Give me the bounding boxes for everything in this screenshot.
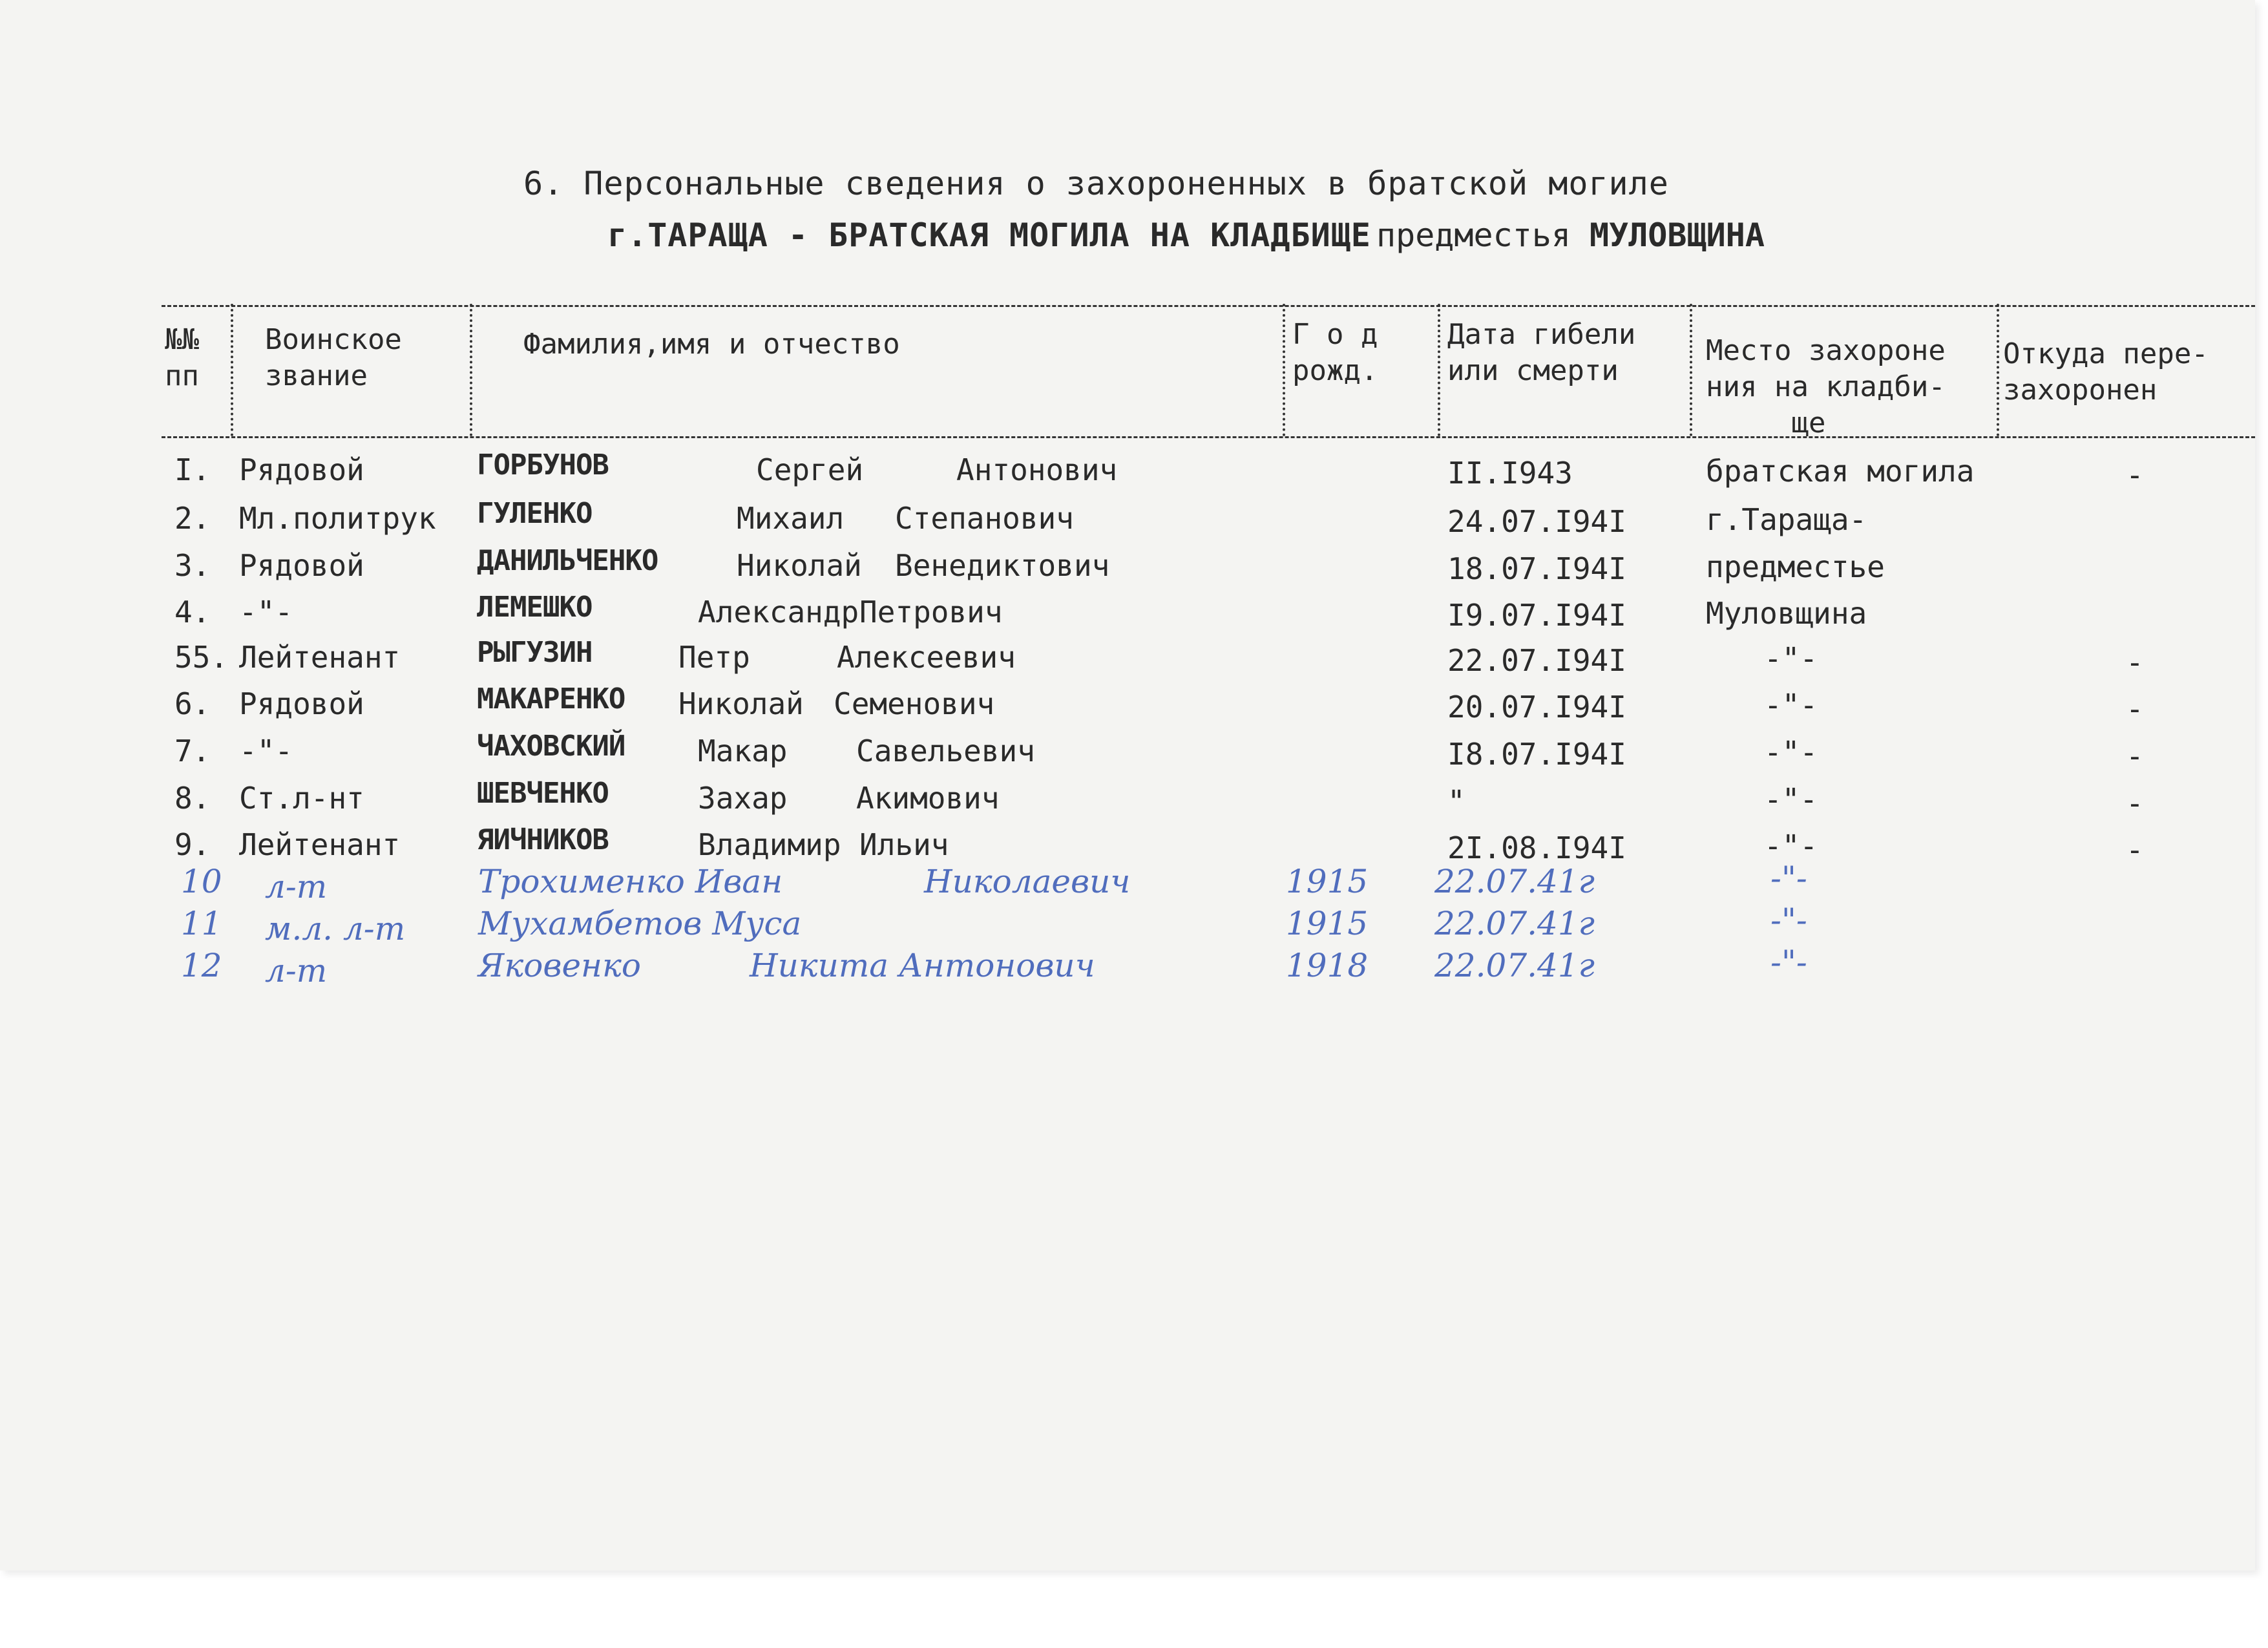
row-reburied-from: - <box>2126 645 2144 680</box>
column-separator <box>470 304 472 436</box>
row-surname: ДАНИЛЬЧЕНКО <box>477 544 658 577</box>
row-reburied-from: - <box>2126 786 2144 821</box>
header-birth-year: Г о д рожд. <box>1292 318 1378 387</box>
row-number: 8. <box>174 781 211 816</box>
row-first-name: Захар <box>698 781 788 816</box>
row-burial-place: -"- <box>1764 782 1818 817</box>
row-first-name: Петр <box>678 640 750 675</box>
row-surname: ЧАХОВСКИЙ <box>477 730 625 763</box>
hw-number: 12 <box>181 947 222 984</box>
hw-death-date: 22.07.41г <box>1434 905 1595 942</box>
subtitle-place: г.ТАРАЩА - БРАТСКАЯ МОГИЛА НА КЛАДБИЩЕ <box>607 217 1371 254</box>
row-first-name: Владимир <box>698 827 841 862</box>
subtitle-locality: МУЛОВЩИНА <box>1590 217 1765 254</box>
row-burial-place: Муловщина <box>1706 596 1867 631</box>
row-death-date: 2I.08.I94I <box>1447 830 1626 865</box>
table-top-rule <box>162 305 2255 307</box>
row-burial-place: -"- <box>1764 735 1818 770</box>
row-patronymic: Антонович <box>956 452 1118 487</box>
row-burial-place: -"- <box>1764 829 1818 863</box>
hw-birth-year: 1915 <box>1286 905 1369 942</box>
row-death-date: I8.07.I94I <box>1447 737 1626 772</box>
row-reburied-from: - <box>2126 692 2144 726</box>
header-burial-place: Место захороне ния на кладби- ще <box>1706 334 1946 439</box>
row-death-date: 22.07.I94I <box>1447 643 1626 678</box>
row-death-date: 24.07.I94I <box>1447 504 1626 539</box>
header-number: №№ пп <box>165 323 199 392</box>
hw-name: Яковенко <box>478 947 641 984</box>
row-first-name: Макар <box>698 734 788 768</box>
hw-patronymic: Никита Антонович <box>750 947 1095 984</box>
row-burial-place: предместье <box>1706 549 1885 584</box>
header-name: Фамилия,имя и отчество <box>523 328 900 361</box>
hw-birth-year: 1915 <box>1286 863 1369 900</box>
row-death-date: " <box>1447 784 1465 819</box>
hw-number: 11 <box>181 905 222 942</box>
row-first-name: Николай <box>737 548 862 583</box>
header-rank: Воинское звание <box>265 323 402 392</box>
header-death-date: Дата гибели или смерти <box>1447 318 1636 387</box>
row-number: 4. <box>174 595 211 629</box>
row-first-name: Сергей <box>756 452 864 487</box>
hw-burial-place: -"- <box>1770 902 1807 939</box>
row-patronymic: Ильич <box>859 827 949 862</box>
row-surname: ЛЕМЕШКО <box>477 591 593 624</box>
column-separator <box>1438 304 1440 436</box>
row-death-date: 20.07.I94I <box>1447 690 1626 724</box>
row-burial-place: -"- <box>1764 641 1818 676</box>
hw-rank: м.л. л-т <box>265 910 406 947</box>
row-reburied-from: - <box>2126 739 2144 774</box>
row-first-name: Михаил <box>737 501 845 536</box>
row-rank: Рядовой <box>239 686 364 721</box>
row-patronymic: Семенович <box>834 686 995 721</box>
hw-number: 10 <box>181 863 222 900</box>
column-separator <box>1997 304 1999 436</box>
row-death-date: II.I943 <box>1447 456 1573 491</box>
hw-birth-year: 1918 <box>1286 947 1369 984</box>
row-patronymic: Венедиктович <box>895 548 1110 583</box>
row-patronymic: Степанович <box>895 501 1074 536</box>
row-surname: ГУЛЕНКО <box>477 497 593 530</box>
hw-name: Трохименко Иван <box>478 863 783 900</box>
row-surname: МАКАРЕНКО <box>477 682 625 715</box>
row-rank: -"- <box>239 734 293 768</box>
row-reburied-from: - <box>2126 832 2144 867</box>
title-line-1: 6. Персональные сведения о захороненных в братской могиле <box>523 165 1669 202</box>
row-number: 55. <box>174 640 229 675</box>
row-death-date: I9.07.I94I <box>1447 598 1626 633</box>
hw-death-date: 22.07.41г <box>1434 863 1595 900</box>
row-number: I. <box>174 452 211 487</box>
row-number: 3. <box>174 548 211 583</box>
hw-rank: л-т <box>265 868 328 905</box>
hw-death-date: 22.07.41г <box>1434 947 1595 984</box>
row-patronymic: Савельевич <box>856 734 1035 768</box>
column-separator <box>1283 304 1285 436</box>
row-number: 9. <box>174 827 211 862</box>
row-rank: Рядовой <box>239 452 364 487</box>
row-surname: ШЕВЧЕНКО <box>477 777 609 810</box>
row-number: 6. <box>174 686 211 721</box>
row-surname: ЯИЧНИКОВ <box>477 823 609 856</box>
row-reburied-from: - <box>2126 458 2144 492</box>
hw-patronymic: Николаевич <box>924 863 1131 900</box>
hw-rank: л-т <box>265 952 328 989</box>
column-separator <box>231 304 233 436</box>
row-patronymic: Петрович <box>859 595 1003 629</box>
row-rank: Лейтенант <box>239 827 401 862</box>
hw-name: Мухамбетов Муса <box>478 905 802 942</box>
row-first-name: Николай <box>678 686 804 721</box>
row-rank: Мл.политрук <box>239 501 436 536</box>
column-separator <box>1690 304 1692 436</box>
row-patronymic: Алексеевич <box>837 640 1016 675</box>
row-surname: РЫГУЗИН <box>477 636 593 669</box>
row-death-date: 18.07.I94I <box>1447 551 1626 586</box>
row-first-name: Александр <box>698 595 859 629</box>
row-number: 2. <box>174 501 211 536</box>
hw-burial-place: -"- <box>1770 860 1807 897</box>
row-number: 7. <box>174 734 211 768</box>
row-burial-place: братская могила <box>1706 454 1975 489</box>
row-burial-place: г.Тараща- <box>1706 502 1867 537</box>
row-rank: -"- <box>239 595 293 629</box>
row-rank: Ст.л-нт <box>239 781 364 816</box>
subtitle-word: предместья <box>1376 217 1571 254</box>
row-patronymic: Акимович <box>856 781 1000 816</box>
hw-burial-place: -"- <box>1770 944 1807 981</box>
header-reburied-from: Откуда пере- захоронен <box>2003 337 2209 407</box>
row-rank: Лейтенант <box>239 640 401 675</box>
row-rank: Рядовой <box>239 548 364 583</box>
row-surname: ГОРБУНОВ <box>477 449 609 481</box>
row-burial-place: -"- <box>1764 688 1818 723</box>
